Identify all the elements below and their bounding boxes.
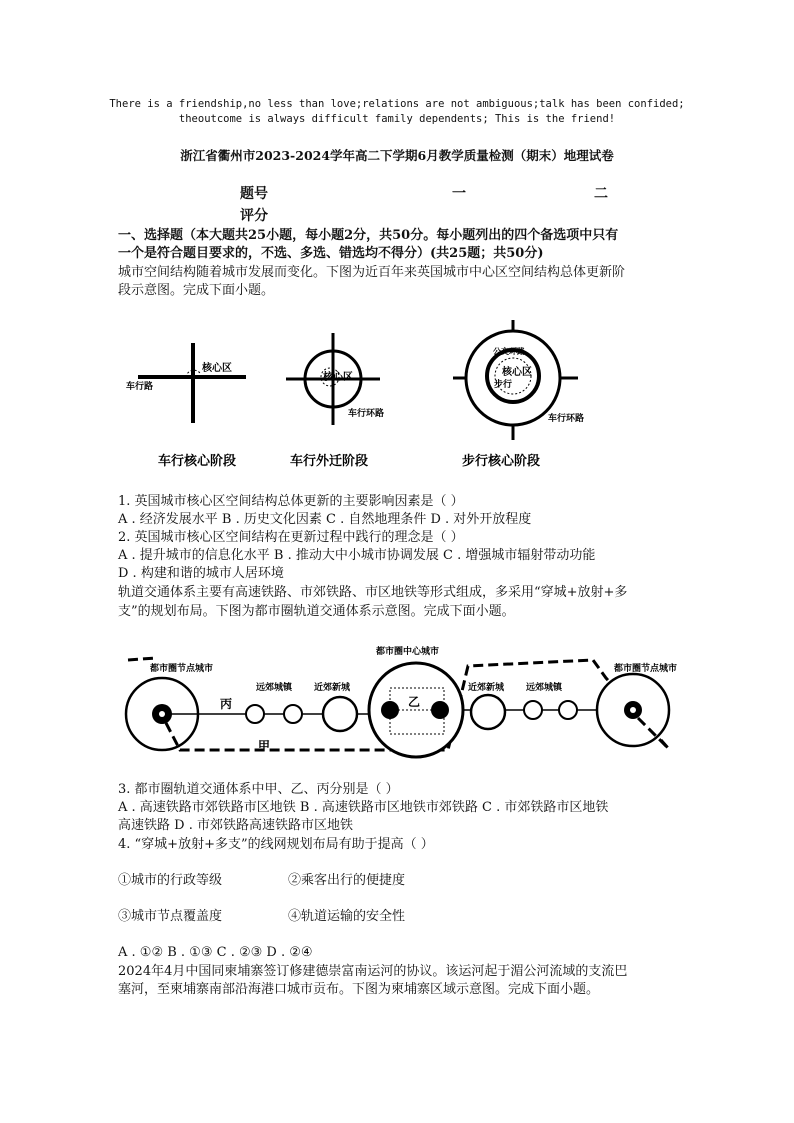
figure-metro-rail-system [118,638,704,770]
stage1-diagram [126,343,246,423]
page-title: 浙江省衢州市2023-2024学年高二下学期6月教学质量检测（期末）地理试卷 [180,148,614,163]
q2-stem: 2. 英国城市核心区空间结构在更新过程中践行的理念是（ ） [118,530,464,545]
label-near-suburb-right: 近郊新城 [468,683,505,693]
q4-item-4: ④轨道运输的安全性 [288,909,406,924]
label-center-city: 都市圈中心城市 [376,647,440,657]
score-table-col-1: 一 [452,186,466,202]
q4-options: A . ①② B . ①③ C . ②③ D . ②④ [118,945,313,960]
label-core2: 核心区 [323,372,353,383]
q4-item-1: ①城市的行政等级 [118,873,223,888]
label-near-suburb-left: 近郊新城 [314,683,351,693]
q4-item-2: ②乘客出行的便捷度 [288,873,406,888]
q2-options-1: A . 提升城市的信息化水平 B . 推动大中小城市协调发展 C . 增强城市辐射带动功能 [118,548,596,563]
label-core3: 核心区 [502,367,532,378]
label-node-left: 都市圈节点城市 [150,664,214,674]
caption-stage3: 步行核心阶段 [462,454,541,469]
intro2-line-2: 支”的规划布局。下图为都市圈轨道交通体系示意图。完成下面小题。 [118,604,515,619]
stage2-diagram [286,333,384,425]
q3-options-1: A . 高速铁路市郊铁路市区地铁 B . 高速铁路市区地铁市郊铁路 C . 市郊铁路市区地铁 [118,800,609,815]
label-core: 核心区 [202,363,232,374]
label-node-right: 都市圈节点城市 [614,664,678,674]
intro2-line-1: 轨道交通体系主要有高速铁路、市郊铁路、市区地铁等形式组成，多采用“穿城+放射+多 [118,585,628,600]
label-bing: 丙 [220,697,233,711]
q3-options-2: 高速铁路 D . 市郊铁路高速铁路市区地铁 [118,818,353,833]
caption-stage2: 车行外迁阶段 [290,454,369,469]
q3-stem: 3. 都市圈轨道交通体系中甲、乙、丙分别是（ ） [118,782,399,797]
q1-stem: 1. 英国城市核心区空间结构总体更新的主要影响因素是（ ） [118,494,464,509]
label-road: 车行路 [126,382,154,392]
q4-stem: 4. “穿城+放射+多支”的线网规划布局有助于提高（ ） [118,837,434,852]
motto-line-2: theoutcome is always difficult family dependents; This is the friend! [178,113,616,125]
score-table-row-number: 题号 [240,186,268,202]
label-yi: 乙 [408,695,421,709]
label-jia: 甲 [258,739,271,753]
q1-options: A . 经济发展水平 B . 历史文化因素 C . 自然地理条件 D . 对外开放程度 [118,512,532,527]
q2-options-2: D . 构建和谐的城市人居环境 [118,566,284,581]
stage3-diagram [453,320,584,440]
caption-stage1: 车行核心阶段 [158,454,237,469]
intro3-line-2: 塞河，至柬埔寨南部沿海港口城市贡布。下图为柬埔寨区域示意图。完成下面小题。 [118,982,600,997]
q4-item-3: ③城市节点覆盖度 [118,909,223,924]
intro3-line-1: 2024年4月中国同柬埔寨签订修建德崇富南运河的协议。该运河起于湄公河流域的支流巴 [118,964,628,979]
label-pedestrian: 步行 [494,380,513,390]
label-far-suburb-right: 远郊城镇 [526,683,563,693]
score-table-col-2: 二 [594,186,608,202]
motto-line-1: There is a friendship,no less than love;relations are not ambiguous;talk has been confided; [109,98,685,110]
intro1-line-2: 段示意图。完成下面小题。 [118,283,275,298]
label-ring-road2: 车行环路 [548,414,585,424]
score-table-row-score: 评分 [240,208,268,224]
label-ring-road: 车行环路 [348,409,385,419]
section-heading-line-1: 一、选择题（本大题共25小题，每小题2分，共50分。每小题列出的四个备选项中只有 [118,228,619,243]
figure-city-core-structure [118,315,598,480]
intro1-line-1: 城市空间结构随着城市发展而变化。下图为近百年来英国城市中心区空间结构总体更新阶 [118,265,626,280]
section-heading-line-2: 一个是符合题目要求的，不选、多选、错选均不得分）(共25题；共50分) [118,246,544,261]
label-bus-ring: 公交环路 [493,347,525,356]
label-far-suburb-left: 远郊城镇 [256,683,293,693]
